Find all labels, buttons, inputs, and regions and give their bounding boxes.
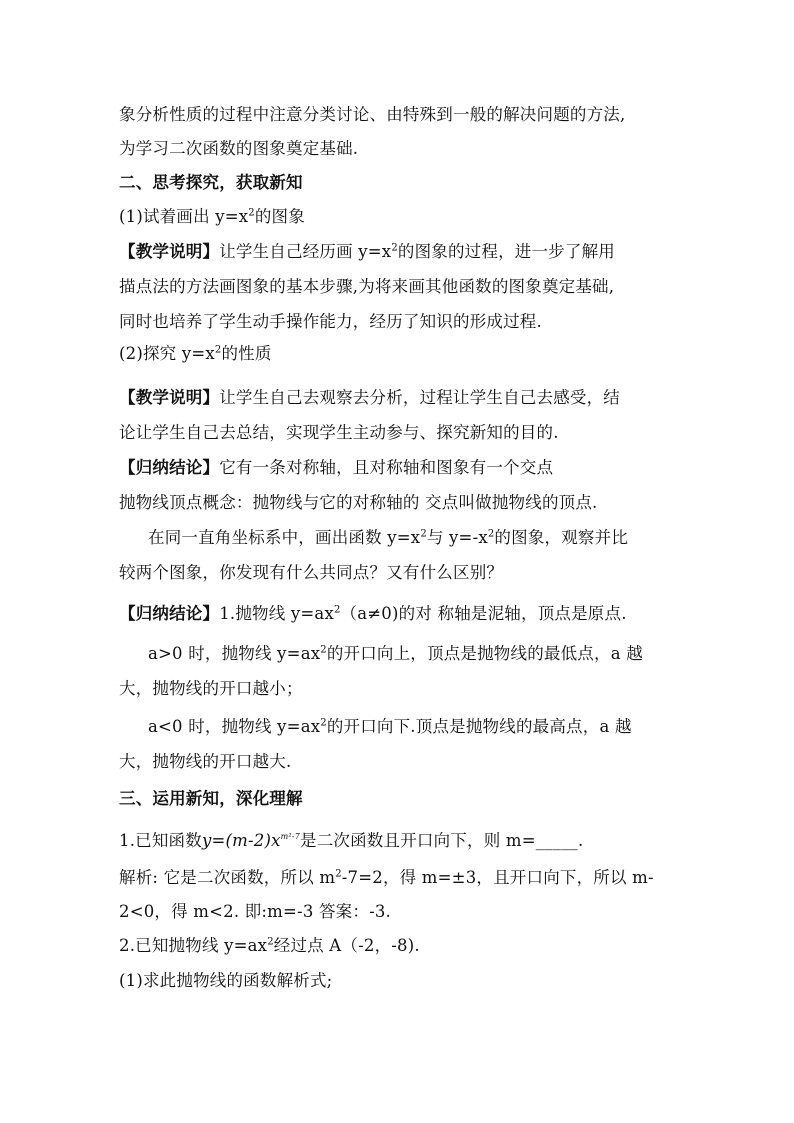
superscript: 2 <box>214 344 222 356</box>
text: （a≠0)的对 称轴是泥轴，顶点是原点. <box>340 604 627 623</box>
text: 解析: 它是二次函数，所以 m <box>119 868 336 887</box>
text: 的开口向下.顶点是抛物线的最高点，a 越 <box>326 717 632 736</box>
heading-text: 三、运用新知，深化理解 <box>119 789 303 808</box>
text: 同时也培养了学生动手操作能力，经历了知识的形成过程. <box>119 312 542 331</box>
paragraph-line <box>119 276 679 298</box>
heading-text: 二、思考探究，获取新知 <box>119 173 303 192</box>
text: (1)试着画出 y=x <box>119 207 249 226</box>
conclusion-line <box>119 457 679 479</box>
formula-exponent: m²-7 <box>280 832 300 841</box>
formula-text: y=(m-2)x <box>201 831 281 850</box>
superscript: 2 <box>335 868 342 880</box>
text: 1.已知函数 <box>119 831 202 850</box>
definition-line <box>119 492 679 514</box>
superscript: 2 <box>248 207 255 219</box>
section-heading <box>119 172 679 194</box>
text: 它有一条对称轴，且对称轴和图象有一个交点 <box>219 458 554 477</box>
note-tag: 【教学说明】 <box>119 242 220 261</box>
text: 描点法的方法画图象的基本步骤,为将来画其他函数的图象奠定基础, <box>119 277 615 296</box>
text: 的性质 <box>221 344 272 363</box>
question-line <box>119 343 679 365</box>
question-line <box>119 970 679 992</box>
superscript: 2 <box>333 604 341 616</box>
note-tag: 【教学说明】 <box>119 388 220 407</box>
text: 经过点 A（-2，-8). <box>273 936 420 955</box>
text: 抛物线顶点概念：抛物线与它的对称轴的 交点叫做抛物线的顶点. <box>119 493 598 512</box>
superscript: 2 <box>320 644 327 656</box>
exercise-line <box>119 935 679 957</box>
paragraph-line <box>119 901 679 923</box>
paragraph-line <box>119 678 679 700</box>
paragraph-line <box>119 422 679 444</box>
text: 让学生自己去观察去分析，过程让学生自己去感受，结 <box>219 388 621 407</box>
property-line <box>148 643 708 665</box>
superscript: 2 <box>487 528 495 540</box>
paragraph-line <box>119 751 679 773</box>
paragraph-line <box>119 138 679 160</box>
solution-line <box>119 867 679 889</box>
section-heading <box>119 788 679 810</box>
text: 的开口向上，顶点是抛物线的最低点，a 越 <box>326 644 643 663</box>
exercise-line <box>119 826 679 852</box>
text: 大，抛物线的开口越大. <box>119 752 292 771</box>
conclusion-tag: 【归纳结论】 <box>119 458 220 477</box>
text: 的图象，观察并比 <box>494 528 629 547</box>
text: a>0 时，抛物线 y=ax <box>148 644 321 663</box>
text: 较两个图象，你发现有什么共同点？又有什么区别？ <box>119 563 504 582</box>
superscript: 2 <box>320 717 327 729</box>
paragraph-line <box>119 562 679 584</box>
superscript: 2 <box>420 528 427 540</box>
text: 与 y=-x <box>426 528 488 547</box>
text: 2<0，得 m<2. 即:m=-3 答案：-3. <box>119 902 391 921</box>
paragraph-line <box>119 311 679 333</box>
task-line <box>148 527 708 549</box>
question-line <box>119 206 679 228</box>
text: 为学习二次函数的图象奠定基础. <box>119 139 359 158</box>
text: -7=2，得 m=±3，且开口向下，所以 m- <box>341 868 654 887</box>
text: 1.抛物线 y=ax <box>219 604 334 623</box>
text: 在同一直角坐标系中，画出函数 y=x <box>148 528 421 547</box>
text: 的图象的过程，进一步了解用 <box>397 242 615 261</box>
text: (2)探究 y=x <box>119 344 215 363</box>
text: a<0 时，抛物线 y=ax <box>148 717 321 736</box>
superscript: 2 <box>267 936 274 948</box>
text: 让学生自己经历画 y=x <box>219 242 392 261</box>
text: 象分析性质的过程中注意分类讨论、由特殊到一般的解决问题的方法, <box>119 105 626 124</box>
superscript: 2 <box>391 242 398 254</box>
text: 的图象 <box>254 207 305 226</box>
text: 论让学生自己去总结，实现学生主动参与、探究新知的目的. <box>119 423 559 442</box>
conclusion-tag: 【归纳结论】 <box>119 604 220 623</box>
text: (1)求此抛物线的函数解析式; <box>119 971 333 990</box>
property-line <box>148 716 708 738</box>
conclusion-line <box>119 603 679 625</box>
text: 大，抛物线的开口越小； <box>119 679 303 698</box>
teaching-note <box>119 241 679 263</box>
teaching-note <box>119 387 679 409</box>
function-formula <box>202 831 300 850</box>
paragraph-line <box>119 104 679 126</box>
text: 2.已知抛物线 y=ax <box>119 936 268 955</box>
text: 是二次函数且开口向下，则 m=_____. <box>300 831 584 850</box>
